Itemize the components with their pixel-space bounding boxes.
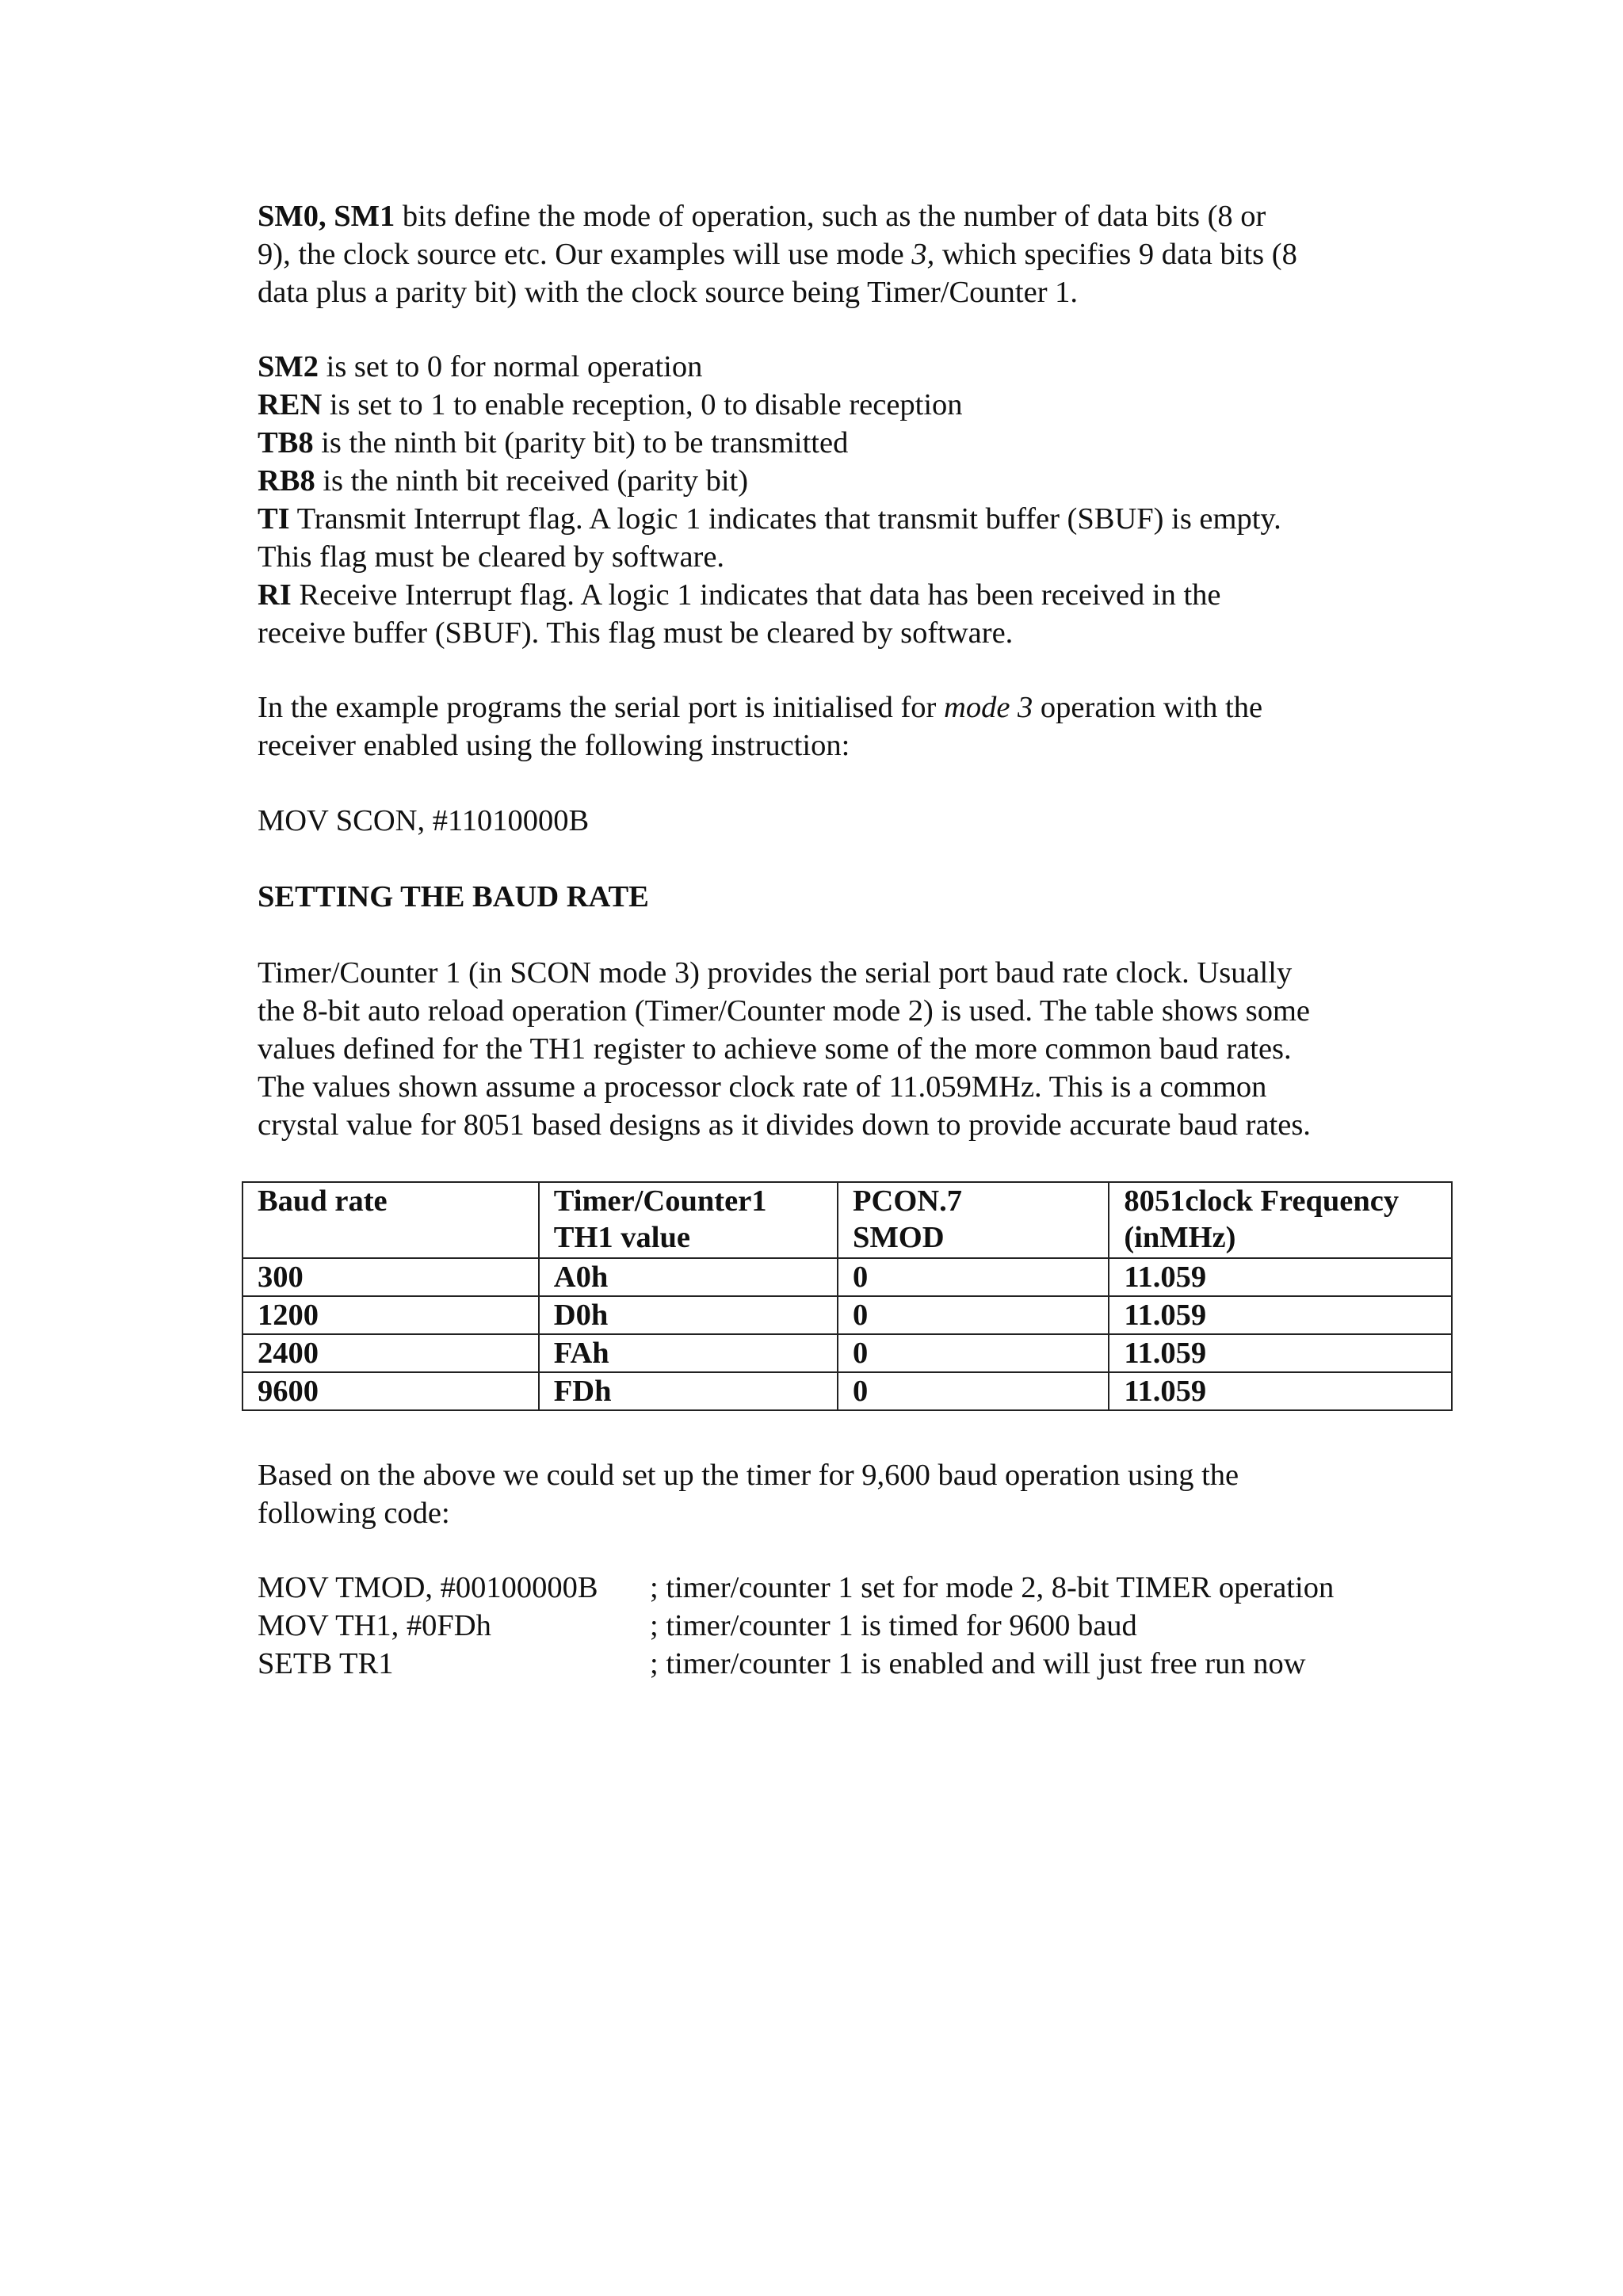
baud-rate-table bbox=[242, 1181, 1453, 1411]
tb8-definition bbox=[258, 424, 1494, 462]
paragraph-text: which specifies 9 data bits (8 bbox=[934, 238, 1297, 271]
table-cell: 11.059 bbox=[1109, 1372, 1452, 1410]
table-header-row bbox=[242, 1182, 1452, 1258]
heading-text: SETTING THE BAUD RATE bbox=[258, 880, 649, 913]
table-cell: 2400 bbox=[242, 1334, 539, 1372]
sm-mode-paragraph bbox=[258, 197, 1494, 311]
paragraph-text: following code: bbox=[258, 1497, 450, 1530]
table-cell: 0 bbox=[838, 1258, 1109, 1296]
code-instruction: MOV TH1, #0FDh bbox=[258, 1609, 491, 1642]
definition-text: Receive Interrupt flag. A logic 1 indicates that data has been received in the bbox=[291, 578, 1221, 612]
table-cell: 11.059 bbox=[1109, 1258, 1452, 1296]
table-cell: FAh bbox=[539, 1334, 838, 1372]
paragraph-text: Timer/Counter 1 (in SCON mode 3) provides the serial port baud rate clock. Usually bbox=[258, 956, 1293, 990]
ren-definition bbox=[258, 386, 1494, 424]
table-cell: FDh bbox=[539, 1372, 838, 1410]
table-cell: A0h bbox=[539, 1258, 838, 1296]
tb8-term: TB8 bbox=[258, 426, 314, 460]
ri-term: RI bbox=[258, 578, 292, 612]
definition-text: This flag must be cleared by software. bbox=[258, 540, 725, 574]
mode-italic: mode 3 bbox=[944, 691, 1033, 724]
code-comment: ; timer/counter 1 is timed for 9600 baud bbox=[650, 1609, 1137, 1642]
table-cell: 9600 bbox=[242, 1372, 539, 1410]
table-header-cell: Baud rate bbox=[242, 1182, 539, 1258]
table-row bbox=[242, 1258, 1452, 1296]
table-header-cell: 8051clock Frequency (inMHz) bbox=[1109, 1182, 1452, 1258]
sm2-term: SM2 bbox=[258, 350, 319, 383]
table-row bbox=[242, 1296, 1452, 1334]
code-line bbox=[258, 1569, 1335, 1607]
definition-text: is the ninth bit (parity bit) to be transmitted bbox=[313, 426, 849, 460]
init-paragraph bbox=[258, 688, 1494, 765]
paragraph-text: data plus a parity bit) with the clock source being Timer/Counter 1. bbox=[258, 276, 1079, 309]
code-line: MOV SCON, #11010000B bbox=[258, 804, 590, 837]
table-cell: 11.059 bbox=[1109, 1296, 1452, 1334]
paragraph-text: values defined for the TH1 register to achieve some of the more common baud rates. bbox=[258, 1032, 1292, 1066]
code-comment: ; timer/counter 1 is enabled and will just free run now bbox=[650, 1647, 1306, 1680]
paragraph-text: receiver enabled using the following instruction: bbox=[258, 729, 850, 762]
table-row bbox=[242, 1372, 1452, 1410]
table-header-cell: Timer/Counter1 TH1 value bbox=[539, 1182, 838, 1258]
definition-text: is the ninth bit received (parity bit) bbox=[315, 464, 749, 498]
ren-term: REN bbox=[258, 388, 323, 421]
table-cell: 1200 bbox=[242, 1296, 539, 1334]
rb8-definition bbox=[258, 462, 1494, 500]
definition-text: Transmit Interrupt flag. A logic 1 indicates that transmit buffer (SBUF) is empty. bbox=[289, 502, 1281, 536]
paragraph-text: operation with the bbox=[1033, 691, 1263, 724]
code-line bbox=[258, 1607, 1137, 1645]
paragraph-text: crystal value for 8051 based designs as it divides down to provide accurate baud rates. bbox=[258, 1108, 1311, 1142]
ti-definition bbox=[258, 500, 1494, 538]
ti-term: TI bbox=[258, 502, 290, 536]
paragraph-text: Based on the above we could set up the timer for 9,600 baud operation using the bbox=[258, 1459, 1239, 1492]
table-row bbox=[242, 1334, 1452, 1372]
table-cell: 0 bbox=[838, 1334, 1109, 1372]
scon-instruction bbox=[258, 802, 1494, 840]
table-cell: 0 bbox=[838, 1372, 1109, 1410]
definition-text: is set to 0 for normal operation bbox=[319, 350, 703, 383]
paragraph-text: bits define the mode of operation, such as the number of data bits (8 or bbox=[395, 200, 1266, 233]
sm0-sm1-term: SM0, SM1 bbox=[258, 200, 395, 233]
code-instruction: MOV TMOD, #00100000B bbox=[258, 1571, 598, 1604]
baud-rate-paragraph bbox=[258, 954, 1494, 1144]
code-instruction: SETB TR1 bbox=[258, 1647, 394, 1680]
definition-text: receive buffer (SBUF). This flag must be cleared by software. bbox=[258, 616, 1014, 650]
definition-text: is set to 1 to enable reception, 0 to disable reception bbox=[322, 388, 963, 421]
mode-italic: 3, bbox=[911, 238, 935, 271]
table-cell: 300 bbox=[242, 1258, 539, 1296]
bit-definitions bbox=[258, 348, 1494, 652]
ri-definition bbox=[258, 576, 1494, 614]
code-comment: ; timer/counter 1 set for mode 2, 8-bit TIMER operation bbox=[650, 1571, 1335, 1604]
code-line bbox=[258, 1645, 1306, 1683]
paragraph-text: the 8-bit auto reload operation (Timer/Counter mode 2) is used. The table shows some bbox=[258, 994, 1311, 1028]
timer-setup-paragraph bbox=[258, 1456, 1494, 1532]
paragraph-text: The values shown assume a processor clock rate of 11.059MHz. This is a common bbox=[258, 1070, 1267, 1104]
section-heading bbox=[258, 878, 1494, 916]
paragraph-text: 9), the clock source etc. Our examples will use mode bbox=[258, 238, 912, 271]
table-cell: D0h bbox=[539, 1296, 838, 1334]
table-header-cell: PCON.7 SMOD bbox=[838, 1182, 1109, 1258]
sm2-definition bbox=[258, 348, 1494, 386]
paragraph-text: In the example programs the serial port is initialised for bbox=[258, 691, 945, 724]
table-cell: 0 bbox=[838, 1296, 1109, 1334]
table-cell: 11.059 bbox=[1109, 1334, 1452, 1372]
rb8-term: RB8 bbox=[258, 464, 315, 498]
